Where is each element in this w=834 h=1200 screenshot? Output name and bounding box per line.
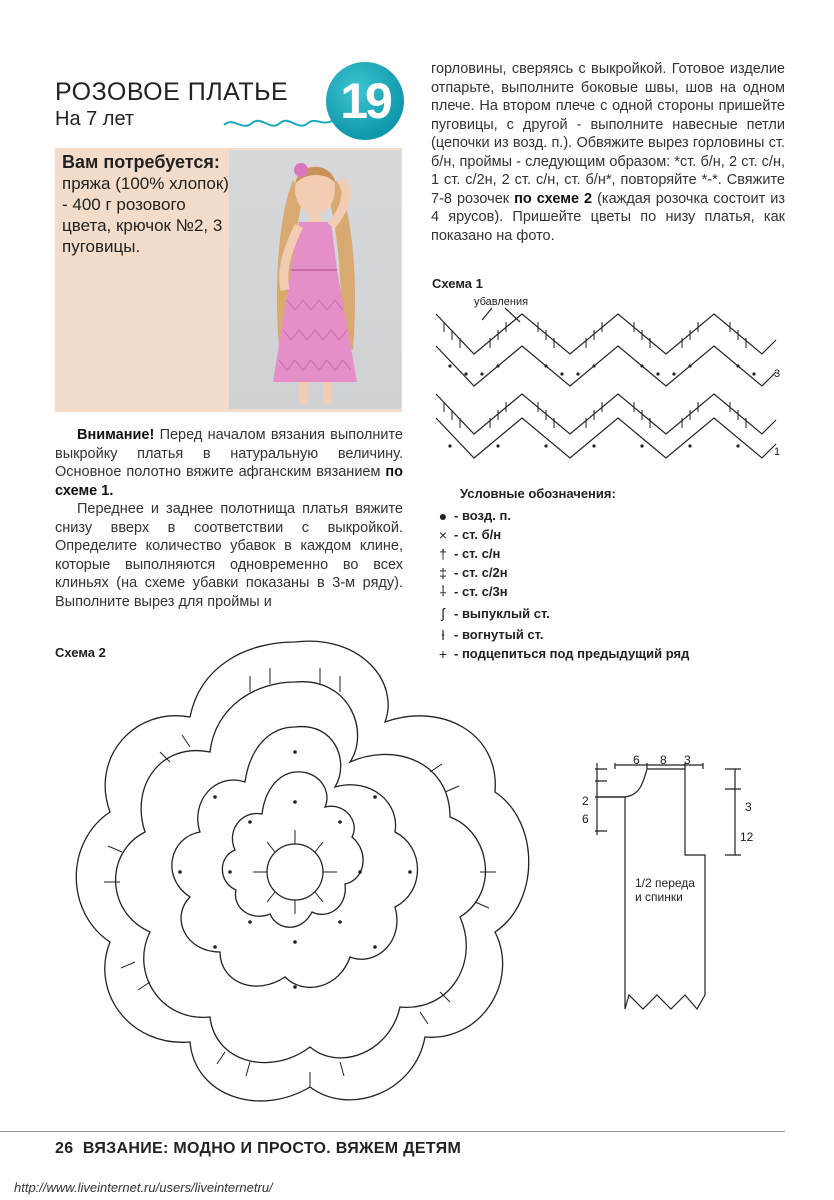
scheme1-annotation: убавления: [474, 296, 529, 308]
tr-icon: ‡: [439, 564, 447, 581]
pattern-dim-left-2: 6: [582, 812, 589, 826]
footer: [55, 1140, 461, 1158]
right-text-part2: (каждая розочка состоит из 4 ярусов). Пришейте цветы по низу платья, как показано на фото.: [431, 190, 785, 244]
legend-item: [432, 506, 792, 525]
dress-photo: [229, 150, 401, 409]
legend-item: [432, 525, 792, 544]
magazine-title: ВЯЗАНИЕ: МОДНО И ПРОСТО. ВЯЖЕМ ДЕТЯМ: [82, 1140, 462, 1157]
scheme1-label: Схема 1: [432, 276, 483, 291]
pattern-number-badge: 19: [326, 62, 404, 140]
legend-label: - ст. с/н: [454, 546, 501, 561]
legend-label: - ст. с/3н: [454, 584, 508, 599]
attention-label: Внимание!: [77, 427, 155, 443]
cross-icon: ×: [438, 526, 448, 543]
pattern-label: 1/2 переда и спинки: [635, 876, 695, 904]
materials-text: [62, 152, 230, 257]
right-text-part1: горловины, сверяясь с выкройкой. Готовое изделие отпарьте, выполните боковые швы, шов на одном плече. На втором плече с одной стороны пришейте пуговицы, с другой - выполните навесные петли (цепочки из возд. п.). Обвяжите вырез горловины ст. б/н, проймы - следующим образом: *ст. б/н, 2 ст. с/н, 1 ст. с/2н, 2 ст. с/н, ст. б/н*, повторяйте *-*. Свяжите 7-8 розочек: [431, 61, 785, 207]
dtr-icon: ⸸: [439, 583, 447, 599]
scheme2-label: Схема 2: [55, 645, 106, 660]
pattern-dim-right-1: 3: [745, 800, 752, 814]
legend-label: - ст. б/н: [454, 527, 502, 542]
dot-icon: ●: [438, 507, 448, 524]
pattern-dim-left-1: 2: [582, 794, 589, 808]
bpdc-icon: ƚ: [441, 626, 445, 643]
fpdc-icon: ʃ: [441, 605, 445, 621]
right-column-text: [431, 60, 785, 245]
page-number: 26: [55, 1140, 74, 1157]
pattern-dim-right-2: 12: [740, 830, 754, 844]
materials-heading: Вам потребуется:: [62, 152, 220, 172]
legend-title: Условные обозначения:: [460, 486, 616, 501]
left-column-text: [55, 426, 403, 611]
attention-paragraph: [55, 426, 403, 500]
pattern-dim-top-3: 3: [684, 753, 691, 767]
legend-label: - вогнутый ст.: [454, 627, 544, 642]
right-text-scheme-ref: по схеме 2: [514, 190, 593, 207]
watermark-url: http://www.liveinternet.ru/users/liveinternetru/: [14, 1180, 273, 1195]
plus-icon: +: [438, 645, 448, 662]
scheme1-zigzag-chart: [430, 296, 790, 466]
attention-scheme-ref: по схеме 1.: [55, 464, 403, 499]
legend-item: [432, 582, 792, 601]
attention-text: Перед началом вязания выполните выкройку платья в натуральную величину. Основное полотно вяжите афганским вязанием: [55, 427, 403, 480]
legend-item: [432, 544, 792, 563]
article-subtitle: На 7 лет: [55, 108, 135, 130]
scheme2-rose-chart: [50, 622, 550, 1122]
legend-label: - подцепиться под предыдущий ряд: [454, 646, 690, 661]
legend-label: - выпуклый ст.: [454, 605, 550, 621]
legend-label: - возд. п.: [454, 508, 511, 523]
footer-divider: [0, 1131, 785, 1132]
article-title: РОЗОВОЕ ПЛАТЬЕ: [55, 78, 289, 106]
instructions-paragraph: Переднее и заднее полотнища платья вяжите снизу вверх в соответствии с выкройкой. Определите количество убавок в каждом клине, которые выполняются одновременно во всех клиньях (на схеме убавки показаны в 3-м ряду). Выполните вырез для проймы и: [55, 501, 403, 610]
materials-body: пряжа (100% хлопок) - 400 г розового цвета, крючок №2, 3 пуговицы.: [62, 174, 229, 256]
scheme1-row-3: 3: [774, 368, 781, 380]
scheme1-row-1: 1: [774, 446, 781, 458]
pattern-dim-top-1: 6: [633, 753, 640, 767]
legend-item: [432, 563, 792, 582]
girl-in-dress-illustration: [229, 150, 401, 409]
wave-decoration-icon: [222, 112, 334, 134]
dc-icon: †: [439, 545, 447, 562]
pattern-dim-top-2: 8: [660, 753, 667, 767]
legend-label: - ст. с/2н: [454, 565, 508, 580]
